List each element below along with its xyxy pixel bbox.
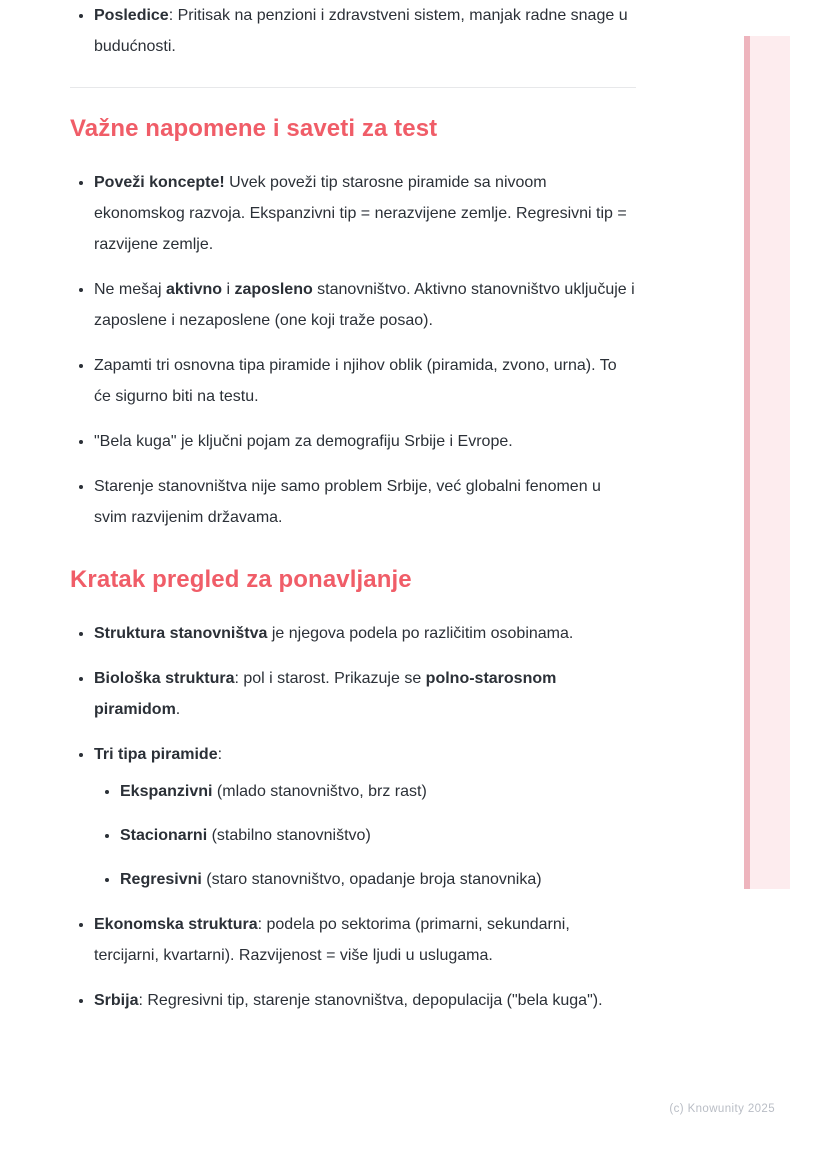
list-item: • Ne mešaj aktivno i zaposleno stanovništvo. Aktivno stanovništvo uključuje i zaposlene i nezaposlene (one koji traže posao). (94, 274, 636, 336)
list-item: • Posledice: Pritisak na penzioni i zdravstveni sistem, manjak radne snage u budućnosti. (94, 0, 636, 62)
list-item: • Poveži koncepte! Uvek poveži tip starosne piramide sa nivoom ekonomskog razvoja. Ekspanzivni tip = nerazvijene zemlje. Regresivni tip = razvijene zemlje. (94, 167, 636, 260)
section-divider (70, 87, 636, 88)
list-item: • Biološka struktura: pol i starost. Prikazuje se polno-starosnom piramidom. (94, 663, 636, 725)
list-item: • Ekonomska struktura: podela po sektorima (primarni, sekundarni, tercijarni, kvartarni). Razvijenost = više ljudi u uslugama. (94, 909, 636, 971)
notes-list (70, 167, 636, 533)
section-heading-notes: Važne napomene i saveti za test (70, 115, 438, 142)
list-item: • "Bela kuga" je ključni pojam za demografiju Srbije i Evrope. (94, 426, 636, 457)
intro-list (70, 0, 636, 62)
section-heading-review: Kratak pregled za ponavljanje (70, 566, 412, 593)
list-item: • Zapamti tri osnovna tipa piramide i njihov oblik (piramida, zvono, urna). To će sigurno biti na testu. (94, 350, 636, 412)
nested-list-item: • Regresivni (staro stanovništvo, opadanje broja stanovnika) (120, 864, 636, 895)
list-item: • Struktura stanovništva je njegova podela po različitim osobinama. (94, 618, 636, 649)
nested-list-item: • Stacionarni (stabilno stanovništvo) (120, 820, 636, 851)
document-content (70, 0, 636, 1016)
review-list (70, 618, 636, 1016)
pyramid-types-nested-list (94, 776, 636, 895)
list-item: • Starenje stanovništva nije samo problem Srbije, već globalni fenomen u svim razvijenim državama. (94, 471, 636, 533)
pink-accent-bar (744, 36, 790, 889)
list-item: • Srbija: Regresivni tip, starenje stanovništva, depopulacija ("bela kuga"). (94, 985, 636, 1016)
list-item (94, 739, 636, 895)
nested-list-item: • Ekspanzivni (mlado stanovništvo, brz rast) (120, 776, 636, 807)
footer-credit: (c) Knowunity 2025 (669, 1103, 775, 1115)
list-item-text: Tri tipa piramide: (94, 746, 223, 763)
